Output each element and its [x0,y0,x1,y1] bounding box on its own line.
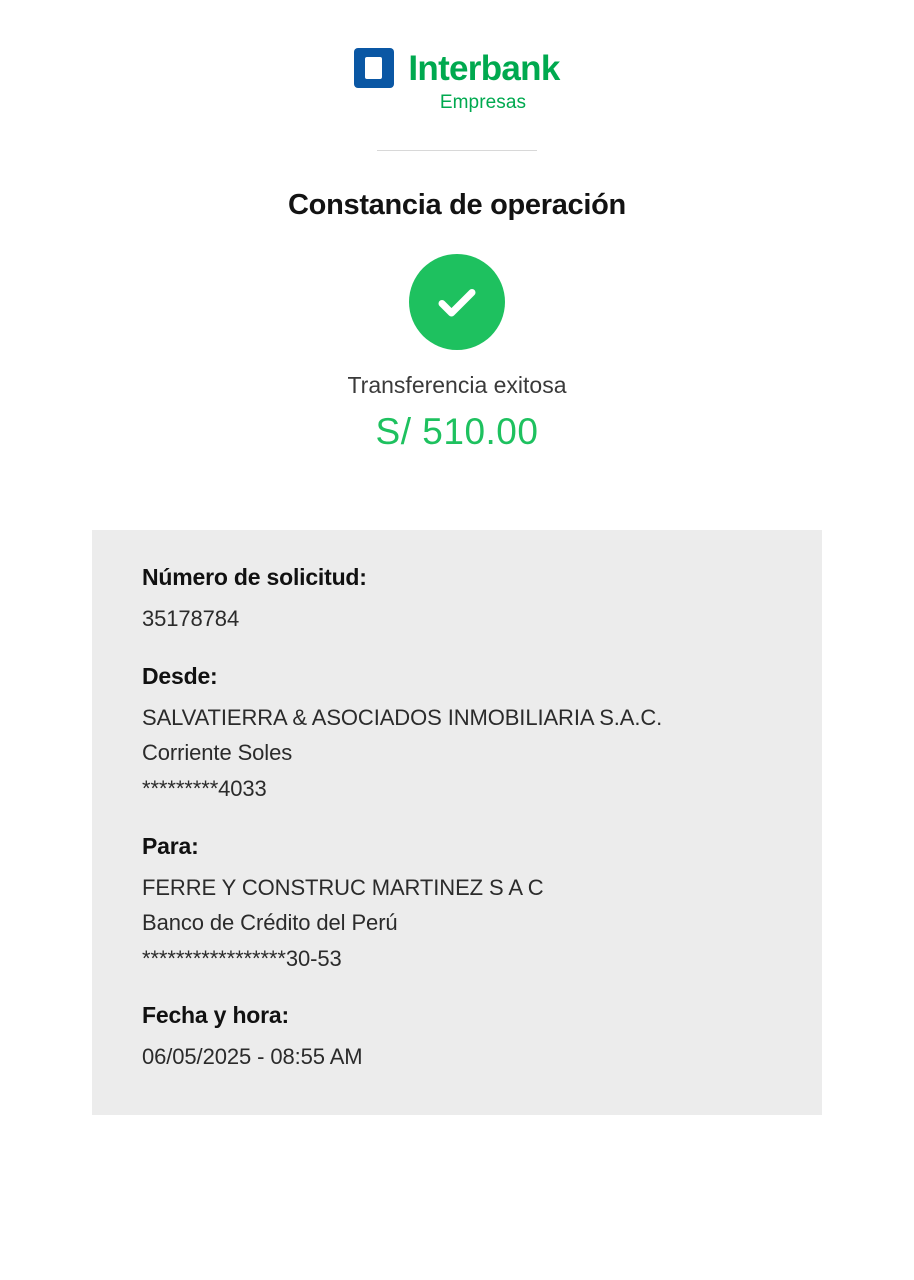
field-label: Para: [142,832,199,859]
field-label: Fecha y hora: [142,1002,289,1029]
amount-value: S/ 510.00 [375,411,539,452]
receipt-fields [92,564,822,1075]
value-line: 06/05/2025 - 08:55 AM [142,1044,363,1070]
brand-segment: Empresas [439,92,527,113]
field-para [142,833,772,977]
value-line: *****************30-53 [142,945,342,971]
brand-header [0,0,914,114]
receipt-torn-edge [92,508,822,530]
value-line: Corriente Soles [142,740,293,766]
field-value [142,1039,772,1075]
header-divider [377,150,537,151]
status-icon-wrap [0,254,914,350]
value-line: Banco de Crédito del Perú [142,910,398,936]
brand-name: Interbank [408,48,560,88]
field-value [142,601,772,637]
value-line: SALVATIERRA & ASOCIADOS INMOBILIARIA S.A.C. [142,704,663,730]
receipt-card [92,508,822,1115]
field-label: Desde: [142,662,218,689]
value-line: FERRE Y CONSTRUC MARTINEZ S A C [142,874,544,900]
field-fecha-y-hora [142,1002,772,1075]
field-value [142,870,772,977]
value-line: *********4033 [142,775,267,801]
field-desde [142,663,772,807]
page-title: Constancia de operación [288,189,626,221]
field-label: Número de solicitud: [142,564,367,590]
status-text: Transferencia exitosa [347,372,567,398]
field-value [142,700,772,807]
brand-logo [354,48,559,88]
field-numero-de-solicitud [142,564,772,637]
interbank-square-logo-icon [354,48,394,88]
check-circle-icon [409,254,505,350]
value-line: 35178784 [142,606,240,631]
